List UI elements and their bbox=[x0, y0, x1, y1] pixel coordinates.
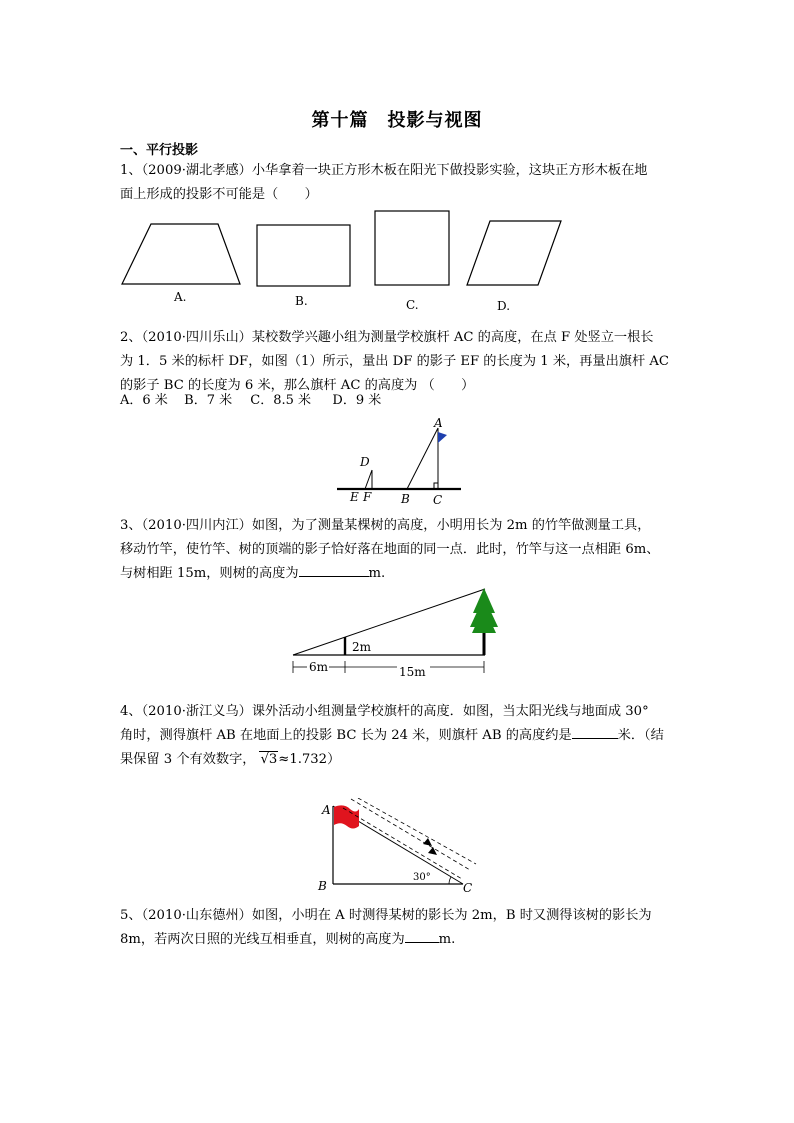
question-4-line-1: 4、（2010·浙江义乌）课外活动小组测量学校旗杆的高度．如图，当太阳光线与地面成 30° bbox=[120, 704, 649, 719]
option-label-b: B. bbox=[295, 294, 308, 308]
option-label-a: A. bbox=[174, 290, 187, 304]
question-2-line-1: 2、（2010·四川乐山）某校数学兴趣小组为测量学校旗杆 AC 的高度，在点 F 处竖立一根长 bbox=[120, 330, 654, 345]
red-flag-icon bbox=[334, 805, 359, 828]
question-3-line-3-text: 与树相距 15m，则树的高度为 bbox=[120, 566, 299, 581]
label-c: C bbox=[463, 881, 473, 895]
question-1 bbox=[120, 159, 680, 207]
rectangle-shape bbox=[257, 225, 350, 286]
option-d: D．9 米 bbox=[332, 393, 382, 408]
question-3-line-2: 移动竹竿，使竹竿、树的顶端的影子恰好落在地面的同一点．此时，竹竿与这一点相距 6m、 bbox=[120, 542, 660, 557]
question-5-line-2 bbox=[120, 928, 680, 952]
arrow-icon bbox=[423, 838, 432, 846]
question-4-line-3-text: 果保留 3 个有效数字， bbox=[120, 752, 256, 767]
option-a: A．6 米 bbox=[120, 393, 168, 408]
question-1-line-1: 1、（2009·湖北孝感）小华拿着一块正方形木板在阳光下做投影实验，这块正方形木板在地 bbox=[120, 163, 648, 178]
distance-15m-label: 15m bbox=[399, 665, 426, 679]
question-5 bbox=[120, 904, 680, 952]
label-a: A bbox=[434, 416, 443, 430]
question-2 bbox=[120, 326, 680, 398]
trapezoid-shape bbox=[122, 224, 240, 284]
question-5-line-2-text: 8m，若两次日照的光线互相垂直，则树的高度为 bbox=[120, 932, 405, 947]
question-4-line-2 bbox=[120, 724, 680, 748]
question-4 bbox=[120, 700, 680, 772]
question-2-line-2: 为 1．5 米的标杆 DF，如图（1）所示，量出 DF 的影子 EF 的长度为 1 米，再量出旗杆 AC bbox=[120, 354, 669, 369]
question-2-figure bbox=[330, 412, 470, 512]
question-3-line-1: 3、（2010·四川内江）如图，为了测量某棵树的高度，小明用长为 2m 的竹竿做测量工具， bbox=[120, 518, 651, 533]
question-4-line-3-tail: ≈1.732） bbox=[278, 752, 341, 767]
page-title: 第十篇 投影与视图 bbox=[311, 110, 483, 131]
question-1-figure bbox=[115, 205, 575, 320]
question-4-line-2-tail: 米．（结 bbox=[617, 728, 664, 743]
question-4-line-3 bbox=[120, 748, 680, 772]
sun-ray bbox=[293, 589, 485, 655]
angle-arc bbox=[449, 877, 451, 884]
question-3-unit: m. bbox=[368, 566, 386, 581]
square-shape bbox=[375, 211, 449, 285]
answer-blank[interactable] bbox=[405, 928, 439, 943]
flagpole-shadow-ray bbox=[407, 428, 438, 489]
tree-icon bbox=[470, 588, 498, 633]
arrow-icon bbox=[428, 847, 437, 855]
question-2-options bbox=[120, 389, 381, 408]
label-b: B bbox=[318, 879, 327, 893]
question-5-line-1: 5、（2010·山东德州）如图，小明在 A 时测得某树的影长为 2m，B 时又测得该树的影长为 bbox=[120, 908, 652, 923]
answer-blank[interactable] bbox=[572, 724, 618, 739]
label-b: B bbox=[401, 492, 410, 506]
label-c: C bbox=[433, 493, 443, 507]
flag-icon bbox=[438, 432, 447, 443]
label-f: F bbox=[363, 490, 372, 504]
option-c: C．8.5 米 bbox=[250, 393, 312, 408]
option-label-c: C. bbox=[406, 298, 419, 312]
parallelogram-shape bbox=[467, 221, 561, 285]
angle-label: 30° bbox=[413, 872, 431, 883]
answer-blank[interactable] bbox=[299, 562, 369, 577]
question-5-unit: m. bbox=[438, 932, 456, 947]
option-label-d: D. bbox=[497, 299, 511, 313]
question-3-figure bbox=[285, 583, 500, 683]
label-d: D bbox=[360, 455, 370, 469]
parallel-ray-3 bbox=[358, 798, 476, 864]
section-heading: 一、平行投影 bbox=[120, 143, 199, 158]
label-e: E bbox=[350, 490, 359, 504]
question-2-line-3: 的影子 BC 的长度为 6 米，那么旗杆 AC 的高度为 （ ） bbox=[120, 378, 475, 393]
pole-length-label: 2m bbox=[352, 640, 372, 654]
question-1-line-2: 面上形成的投影不可能是（ ） bbox=[120, 187, 318, 202]
sqrt-symbol: √3 bbox=[260, 752, 278, 767]
label-a: A bbox=[322, 803, 331, 817]
parallel-ray-1 bbox=[351, 799, 470, 870]
option-b: B．7 米 bbox=[184, 393, 233, 408]
pole-shadow-ray bbox=[365, 470, 372, 489]
parallel-ray-2 bbox=[343, 808, 462, 879]
question-3 bbox=[120, 514, 680, 586]
question-4-line-2-text: 角时，测得旗杆 AB 在地面上的投影 BC 长为 24 米，则旗杆 AB 的高度约是 bbox=[120, 728, 572, 743]
question-4-figure bbox=[312, 798, 482, 898]
distance-6m-label: 6m bbox=[309, 660, 329, 674]
sqrt-radicand: 3 bbox=[268, 752, 278, 767]
